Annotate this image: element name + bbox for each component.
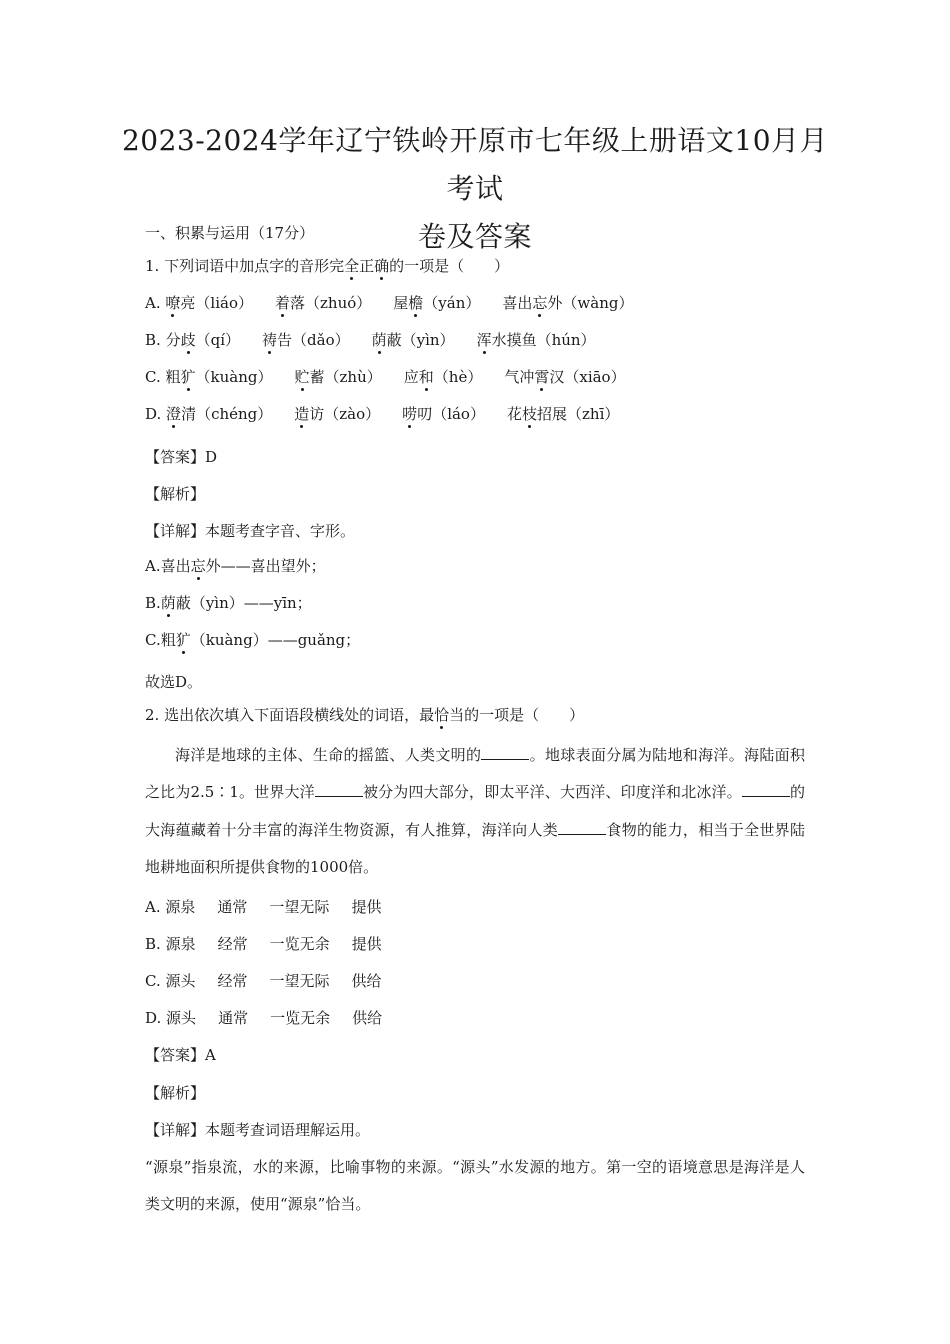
text-run: 提供	[351, 935, 382, 953]
text-run: 当的一项是（ ）	[449, 706, 585, 724]
dotted-char: 和	[418, 368, 434, 386]
text-run: 分	[165, 331, 181, 349]
text-run: （kuàng）——guǎng；	[190, 631, 361, 649]
text-run: 屋	[393, 294, 409, 312]
text-run: 一览无余	[269, 935, 330, 953]
text-run: A.	[145, 898, 161, 916]
text-run: 访（zào）	[309, 405, 381, 423]
text-run: 告（dǎo）	[277, 331, 350, 349]
q1-explanation-a	[145, 555, 326, 577]
text-run: 海洋是地球的主体、生命的摇篮、人类文明的	[175, 746, 482, 764]
dotted-char: 嘹	[165, 294, 181, 312]
text-run: 。地球表面分属为陆地和海洋。海陆面积之比为2.5∶1。世界大洋	[145, 746, 805, 802]
dotted-char: 枝	[521, 405, 537, 423]
text-run: 供给	[352, 1009, 383, 1027]
text-run: B.	[145, 594, 161, 612]
text-run: 提供	[351, 898, 382, 916]
option-word	[393, 292, 480, 314]
option-label: C.	[145, 368, 161, 386]
option-word	[372, 329, 455, 351]
text-run: 通常	[217, 898, 248, 916]
option-word	[504, 366, 625, 388]
text-run: （hè）	[433, 368, 483, 386]
text-run: （qí）	[195, 331, 241, 349]
option-label: A.	[145, 294, 161, 312]
dotted-char: 贮	[294, 368, 310, 386]
text-run: 蔽（yìn）	[386, 331, 455, 349]
text-run: 外——喜出望外；	[205, 557, 326, 575]
q2-option-b	[145, 933, 404, 955]
text-run: 花	[506, 405, 522, 423]
q1-stem-dot-char: 确	[374, 257, 390, 275]
text-run: （kuàng）	[195, 368, 273, 386]
text-run: 源头	[165, 972, 196, 990]
option-word	[402, 403, 485, 425]
q2-passage	[145, 737, 805, 886]
fill-blank	[742, 782, 790, 797]
option-word	[404, 366, 483, 388]
text-run: 经常	[217, 972, 248, 990]
dotted-char: 檐	[408, 294, 424, 312]
dotted-char: 荫	[371, 331, 387, 349]
q1-explanation-b	[145, 592, 312, 614]
text-run: 的大海蕴藏着十分丰富的海洋生物资源，有人推算，海洋向人类	[145, 783, 805, 839]
text-run: 外（wàng）	[547, 294, 634, 312]
text-run: B.	[145, 935, 161, 953]
text-run: 供给	[351, 972, 382, 990]
text-run: （yán）	[423, 294, 481, 312]
fill-blank	[315, 782, 363, 797]
option-word	[507, 403, 619, 425]
q1-explanation-c	[145, 629, 360, 651]
text-run: 水摸鱼（hún）	[491, 331, 596, 349]
text-run: 清（chéng）	[181, 405, 273, 423]
dotted-char: 忘	[190, 557, 206, 575]
title-line-2: 卷及答案	[417, 220, 532, 253]
option-label: B.	[145, 331, 161, 349]
q2-option-c	[145, 970, 404, 992]
text-run: 一望无际	[269, 898, 330, 916]
fill-blank	[481, 745, 529, 760]
text-run: 一览无余	[270, 1009, 331, 1027]
option-word	[165, 292, 253, 314]
text-run: D.	[145, 1009, 162, 1027]
text-run: 喜出	[502, 294, 533, 312]
q2-option-a	[145, 896, 403, 918]
q2-analysis-heading: 【解析】	[145, 1084, 206, 1102]
text-run: 落（zhuó）	[290, 294, 372, 312]
section-heading: 一、积累与运用（17分）	[145, 224, 315, 242]
option-word	[477, 329, 596, 351]
dotted-char: 澄	[166, 405, 182, 423]
q1-stem-text: 正	[359, 257, 375, 275]
option-word	[502, 292, 633, 314]
title-line-1: 2023-2024学年辽宁铁岭开原市七年级上册语文10月月考试	[121, 124, 829, 205]
dotted-char: 着	[274, 294, 290, 312]
fill-blank	[558, 820, 606, 835]
option-word	[166, 366, 273, 388]
text-run: 蔽（yìn）——yīn；	[175, 594, 312, 612]
text-run: 蓄（zhù）	[309, 368, 382, 386]
text-run: 应	[403, 368, 419, 386]
q1-answer: 【答案】D	[145, 448, 218, 466]
q2-answer: 【答案】A	[145, 1046, 216, 1064]
text-run: 源头	[166, 1009, 197, 1027]
q2-stem	[145, 704, 584, 726]
dotted-char: 恰	[434, 706, 450, 724]
dotted-char: 犷	[180, 368, 196, 386]
q1-stem-dot-char: 全	[344, 257, 360, 275]
text-run: C.	[145, 972, 161, 990]
text-run: 2. 选出依次填入下面语段横线处的词语，最	[145, 706, 435, 724]
dotted-char: 祷	[262, 331, 278, 349]
option-word	[166, 403, 272, 425]
q2-option-d	[145, 1007, 404, 1029]
dotted-char: 犷	[175, 631, 191, 649]
q1-stem-text: 1. 下列词语中加点字的音形完	[145, 257, 345, 275]
text-run: 叨（láo）	[417, 405, 485, 423]
q2-detail: 【详解】本题考查词语理解运用。	[145, 1121, 371, 1139]
dotted-char: 歧	[180, 331, 196, 349]
text-run: 源泉	[165, 898, 196, 916]
dotted-char: 荫	[160, 594, 176, 612]
q1-stem	[145, 255, 509, 277]
q1-option-b	[145, 329, 618, 351]
option-label: D.	[145, 405, 162, 423]
text-run: A.喜出	[145, 557, 191, 575]
text-run: 气冲	[504, 368, 535, 386]
q1-option-c	[145, 366, 648, 388]
dotted-char: 霄	[534, 368, 550, 386]
option-word	[275, 292, 371, 314]
option-word	[295, 366, 382, 388]
dotted-char: 忘	[532, 294, 548, 312]
q1-conclusion: 故选D。	[145, 673, 203, 691]
q1-detail: 【详解】本题考查字音、字形。	[145, 522, 356, 540]
text-run: 被分为四大部分，即太平洋、大西洋、印度洋和北冰洋。	[362, 783, 742, 802]
dotted-char: 浑	[476, 331, 492, 349]
q1-option-d	[145, 403, 641, 425]
text-run: 食物的能力，相当于全世界陆地耕地面积所提供食物的1000倍。	[145, 820, 805, 876]
option-word	[262, 329, 350, 351]
text-run: 一望无际	[269, 972, 330, 990]
text-run: 经常	[217, 935, 248, 953]
text-run: 招展（zhī）	[537, 405, 620, 423]
text-run: 粗	[165, 368, 181, 386]
text-run: 源泉	[165, 935, 196, 953]
text-run: 亮（liáo）	[180, 294, 253, 312]
q1-analysis-heading: 【解析】	[145, 485, 206, 503]
q1-option-a	[145, 292, 655, 314]
text-run: C.粗	[145, 631, 176, 649]
dotted-char: 造	[294, 405, 310, 423]
option-word	[166, 329, 240, 351]
q1-stem-text: 的一项是（ ）	[389, 257, 510, 275]
text-run: 汉（xiāo）	[549, 368, 626, 386]
dotted-char: 唠	[402, 405, 418, 423]
q2-explanation: “源泉”指泉流，水的来源，比喻事物的来源。“源头”水发源的地方。第一空的语境意思是海洋是人类文明的来源，使用“源泉”恰当。	[145, 1158, 805, 1214]
text-run: 通常	[218, 1009, 249, 1027]
option-word	[294, 403, 380, 425]
